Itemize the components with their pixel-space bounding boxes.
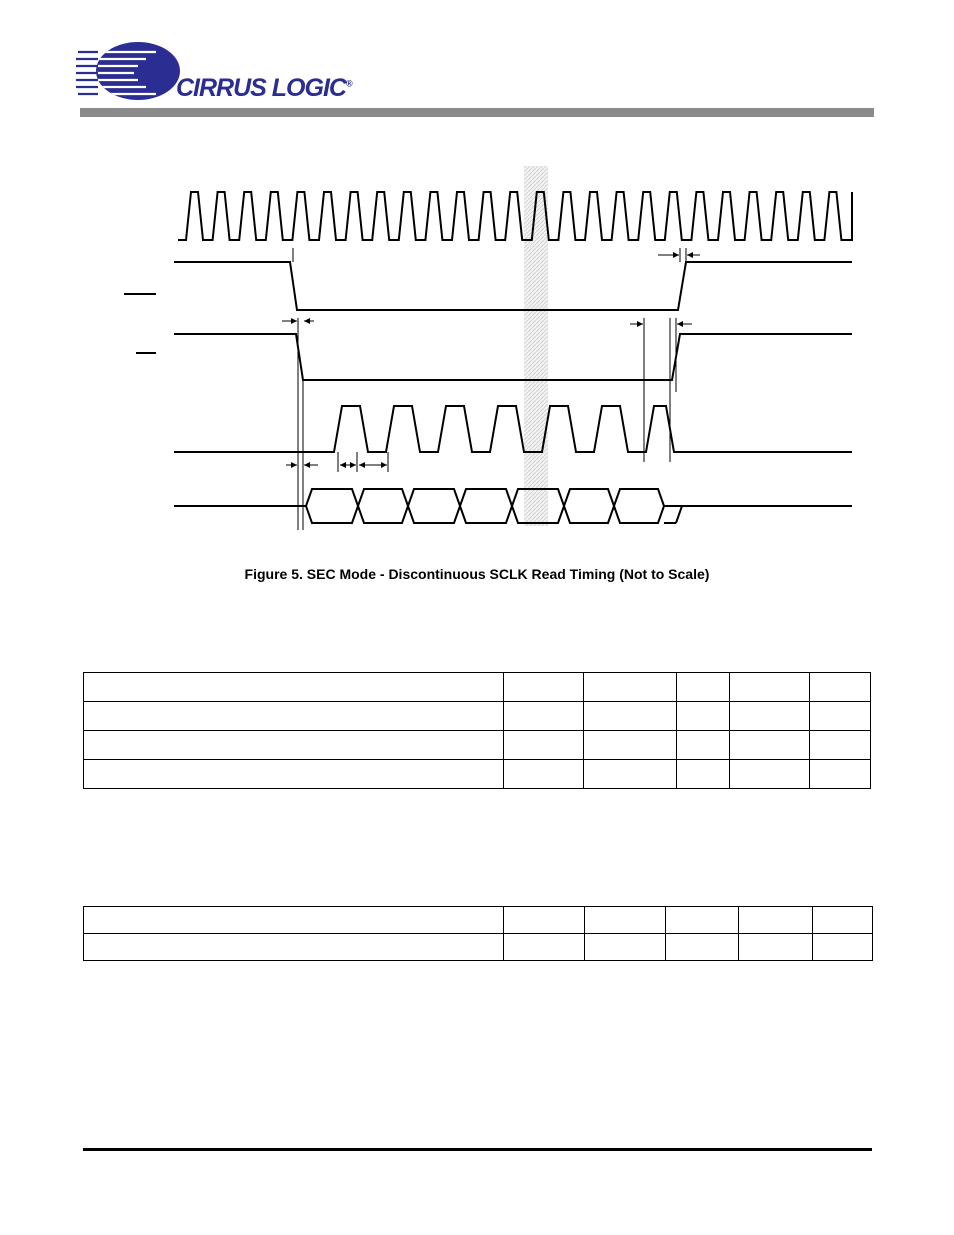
footer-rule [83,1148,872,1151]
table-cell [584,731,677,760]
table-cell [666,907,739,934]
table-cell [584,673,677,702]
timing-table-2 [83,906,873,961]
table-cell [666,934,739,961]
table-cell [504,907,585,934]
table-cell [504,731,584,760]
table-cell [585,907,666,934]
figure-caption: Figure 5. SEC Mode - Discontinuous SCLK Read Timing (Not to Scale) [244,566,710,582]
table-cell [810,731,871,760]
table-cell [739,907,813,934]
table-cell [584,760,677,789]
signal-line-1 [174,262,852,310]
table-cell [84,907,504,934]
logo-wordmark [176,74,352,103]
table-cell [730,731,810,760]
table-cell [730,673,810,702]
registered-mark: ® [345,78,352,89]
header-rule [80,108,874,117]
table-cell [810,673,871,702]
table-row [84,731,871,760]
table-cell [810,702,871,731]
timing-arrows [282,255,700,465]
table-cell [84,702,504,731]
clock-waveform [178,192,852,240]
table-cell [730,760,810,789]
table-cell [677,760,730,789]
logo-text: CIRRUS LOGIC [176,74,346,102]
table-row [84,760,871,789]
table-row [84,702,871,731]
table-cell [813,934,873,961]
table-cell [504,934,585,961]
table-cell [84,731,504,760]
table-cell [813,907,873,934]
data-bus-waveform-lower [306,506,682,523]
table-cell [739,934,813,961]
timing-diagram [0,160,954,540]
table-cell [677,731,730,760]
table-cell [504,673,584,702]
table-cell [810,760,871,789]
table-row [84,673,871,702]
table-row [84,934,873,961]
table-cell [84,934,504,961]
table-cell [504,760,584,789]
table-cell [584,702,677,731]
table-cell [84,760,504,789]
table-row [84,907,873,934]
time-break-band [524,166,548,526]
table-cell [585,934,666,961]
table-cell [730,702,810,731]
sclk-waveform [174,406,852,452]
data-bus-waveform [174,489,852,506]
timing-table-1 [83,672,871,789]
table-cell [677,702,730,731]
table-cell [504,702,584,731]
signal-line-2 [174,334,852,380]
table-cell [677,673,730,702]
timing-reference-lines [293,248,686,530]
table-cell [84,673,504,702]
